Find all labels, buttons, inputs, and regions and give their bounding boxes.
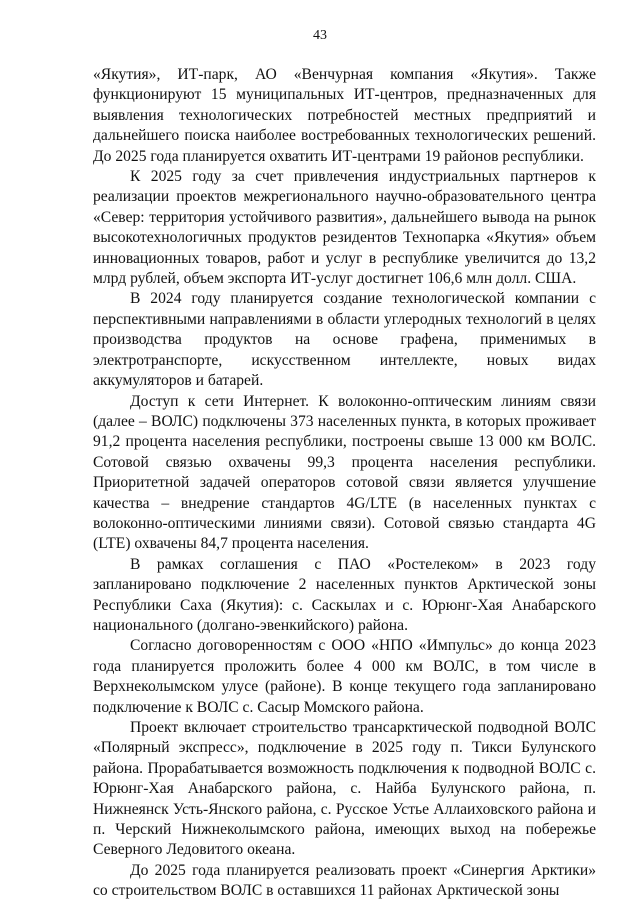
paragraph-polar-express: Проект включает строительство трансарктической подводной ВОЛС «Полярный экспресс», подключение в 2025 году п. Тикси Булунского района. Прорабатывается возможность подключения к подводной ВОЛС с. Юрюнг-Хая Анабарского района, с. Найба Булунского района, п. Нижнеянск Усть-Янского района, с. Русское Устье Аллаиховского района и п. Черский Нижнеколымского района, имеющих выход на побережье Северного Ледовитого океана. <box>93 719 596 859</box>
paragraph-arctic-synergy: До 2025 года планируется реализовать проект «Синергия Арктики» со строительством ВОЛС в оставшихся 11 районах Арктической зоны <box>93 861 596 900</box>
paragraph-it-park: «Якутия», ИТ-парк, АО «Венчурная компания «Якутия». Также функционируют 15 муниципальных ИТ-центров, предназначенных для выявления технологических потребностей местных предприятий и дальнейшего поиска наиболее востребованных технологических решений. До 2025 года планируется охватить ИТ-центрами 19 районов республики. <box>93 66 596 165</box>
body-text <box>93 65 596 902</box>
paragraph-innovation-2025: К 2025 году за счет привлечения индустриальных партнеров к реализации проектов межрегионального научно-образовательного центра «Север: территория устойчивого развития», дальнейшего вывода на рынок высокотехнологичных продуктов резидентов Технопарка «Якутия» объем инновационных товаров, работ и услуг в республике увеличится до 13,2 млрд рублей, объем экспорта ИТ-услуг достигнет 106,6 млн долл. США. <box>93 168 596 288</box>
paragraph-impulse: Согласно договоренностям с ООО «НПО «Импульс» до конца 2023 года планируется проложить более 4 000 км ВОЛС, в том числе в Верхнеколымском улусе (районе). В конце текущего года запланировано подключение к ВОЛС с. Сасыр Момского района. <box>93 637 596 716</box>
paragraph-graphene-company: В 2024 году планируется создание технологической компании с перспективными направлениями в области углеродных технологий в целях производства продуктов на основе графена, применимых в электротранспорте, искусственном интеллекте, новых видах аккумуляторов и батарей. <box>93 290 596 390</box>
paragraph-rostelecom: В рамках соглашения с ПАО «Ростелеком» в 2023 году запланировано подключение 2 населенных пунктов Арктической зоны Республики Саха (Якутия): с. Саскылах и с. Юрюнг-Хая Анабарского национального (долгано-эвенкийского) района. <box>93 555 596 634</box>
page-number: 43 <box>313 28 327 43</box>
paragraph-internet-access: Доступ к сети Интернет. К волоконно-оптическим линиям связи (далее – ВОЛС) подключены 373 населенных пункта, в которых проживает 91,2 процента населения республики, построены свыше 13 000 км ВОЛС. Сотовой связью охвачены 99,3 процента населения республики. Приоритетной задачей операторов сотовой связи является улучшение качества – внедрение стандартов 4G/LTE (в населенных пунктах с волоконно-оптическими линиями связи). Сотовой связью стандарта 4G (LTE) охвачены 84,7 процента населения. <box>93 392 596 553</box>
